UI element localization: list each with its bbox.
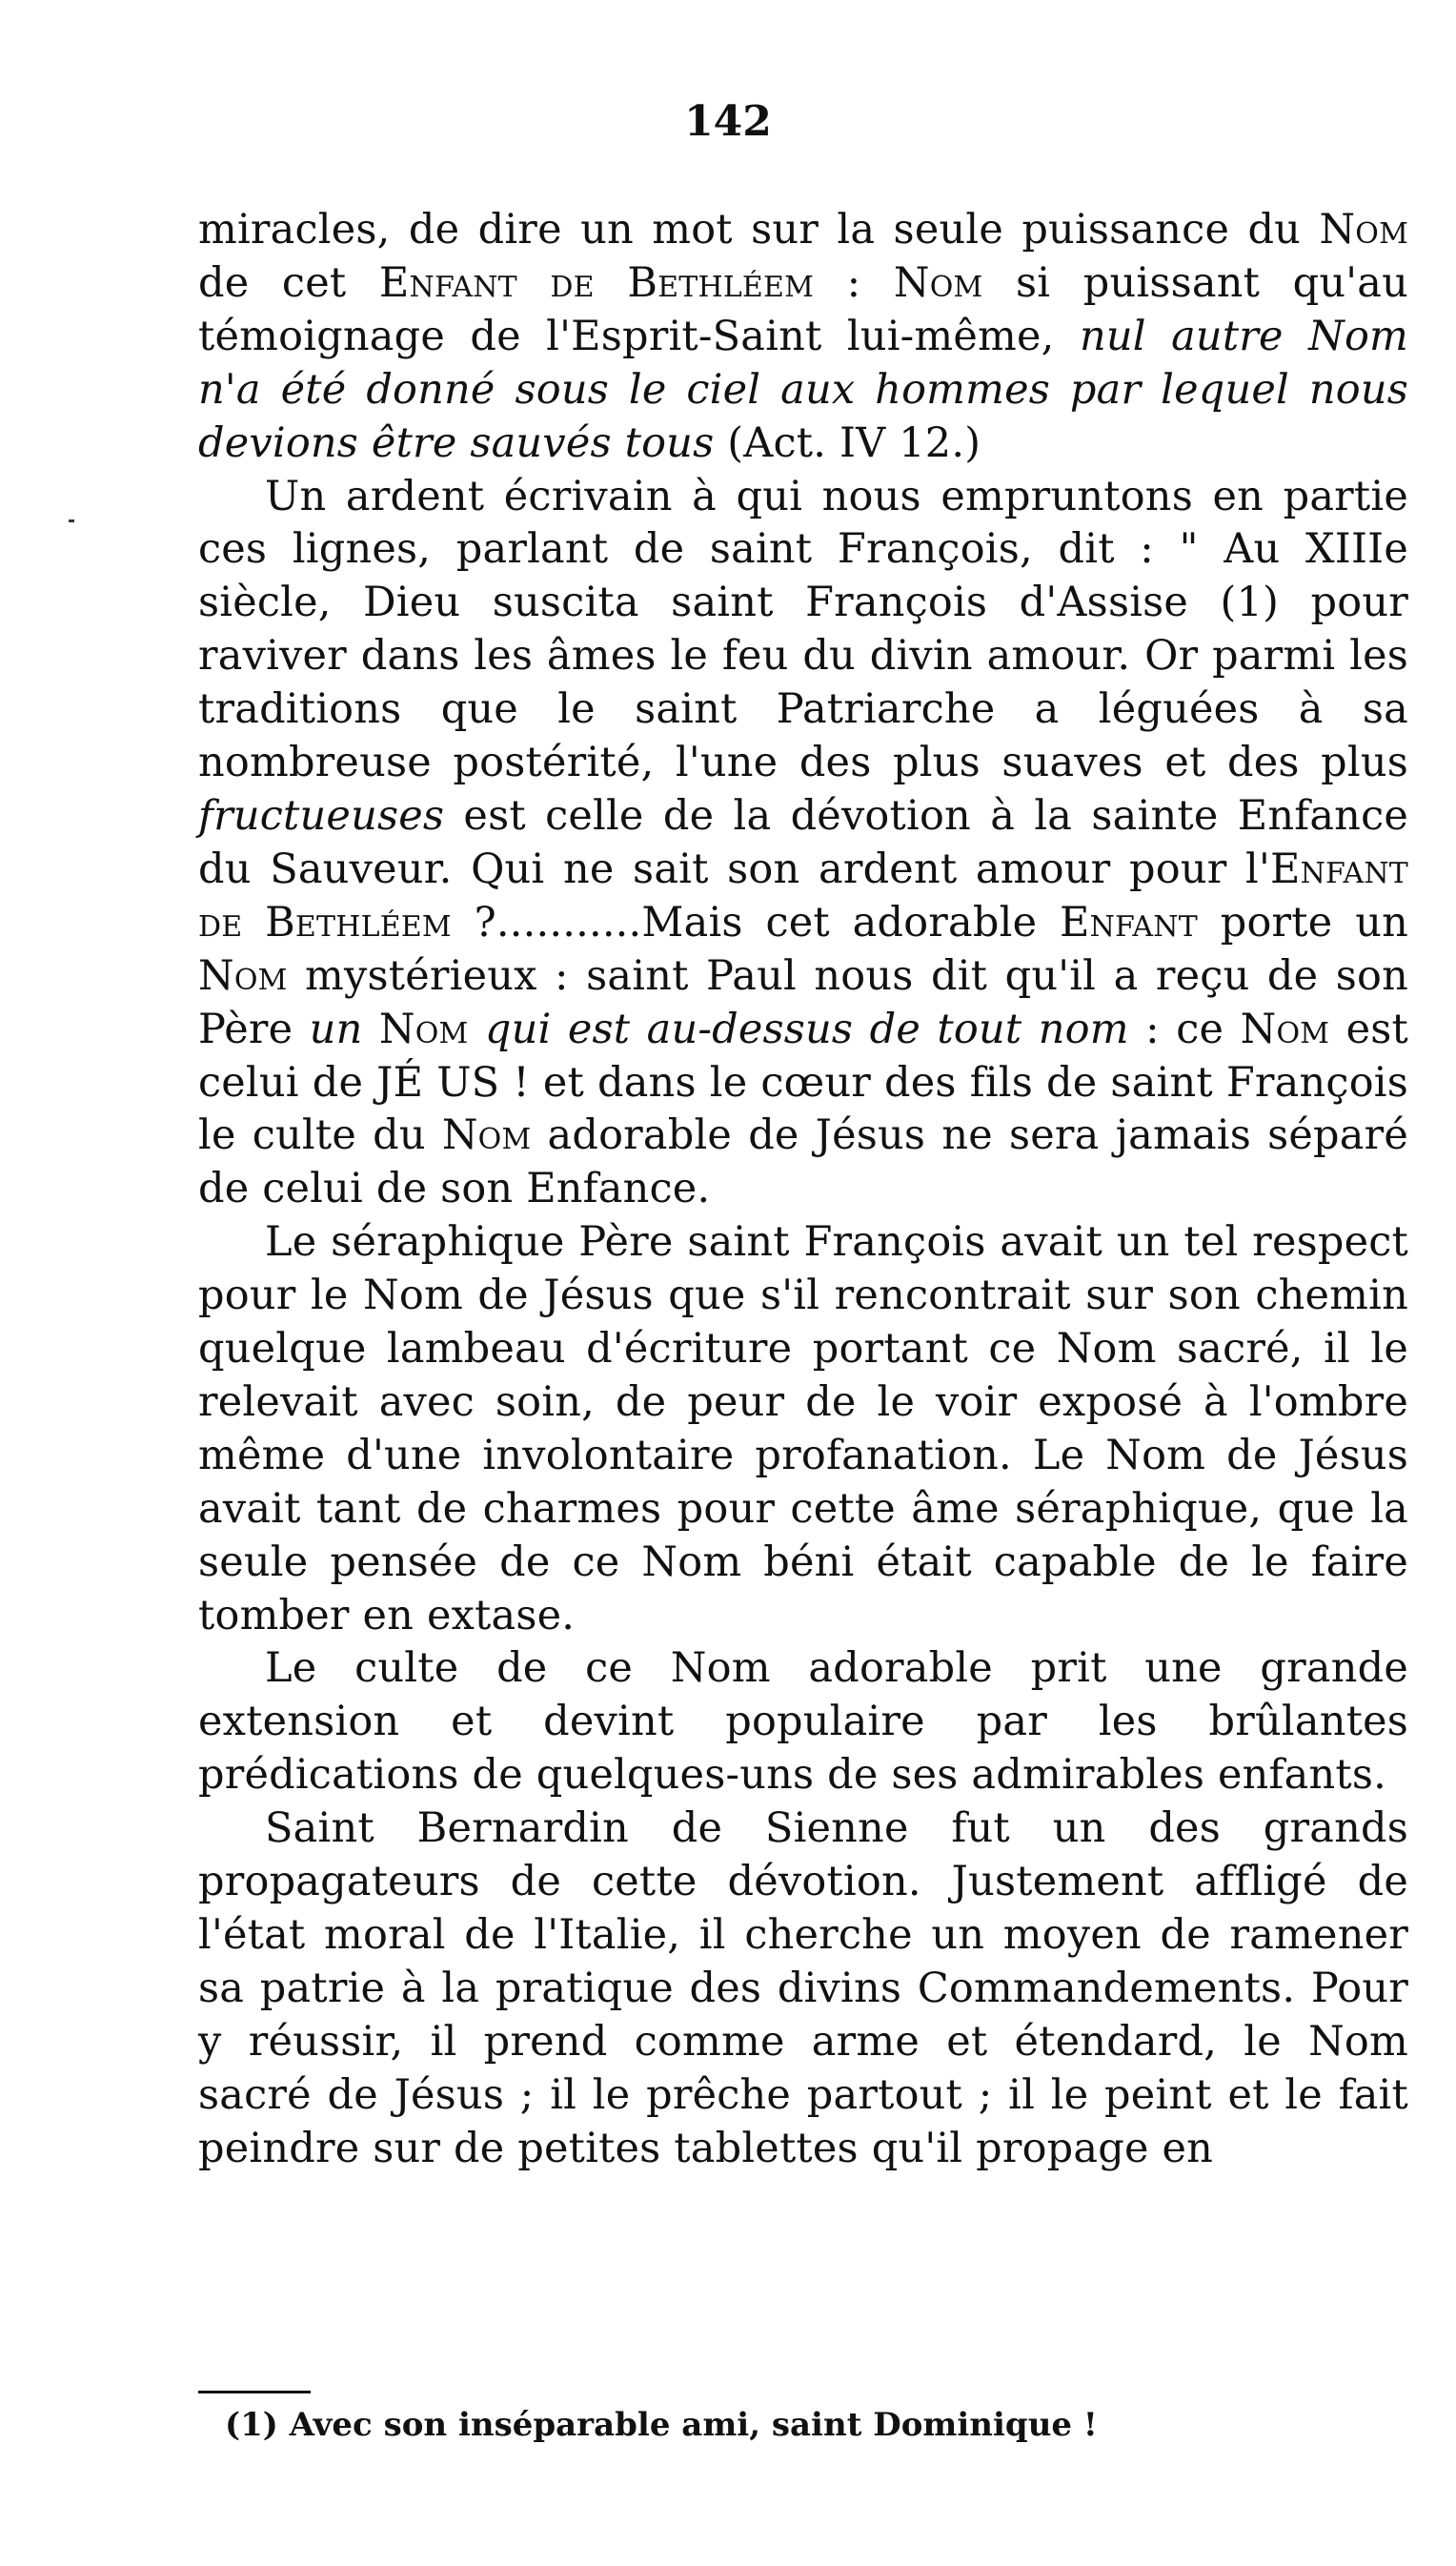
page-number: 142 — [684, 97, 772, 146]
small-caps-text: Nom — [1319, 206, 1408, 254]
text-run — [362, 1006, 378, 1053]
text-run: porte un — [1197, 898, 1408, 947]
italic-text: qui est au-dessus de tout nom — [484, 1005, 1129, 1053]
paragraph — [198, 204, 1408, 471]
text-run: Un ardent écrivain à qui nous empruntons en partie ces lignes, parlant de saint François, dit : " Au XIIIe siècle, Dieu suscita saint François d'Assise (1) pour raviver dans les âmes le feu du divin amour. Or parmi les traditions que le saint Patriarche a léguées à sa nombreuse postérité, l'une des plus suaves et des plus — [198, 472, 1408, 787]
text-run: Le séraphique Père saint François avait un tel respect pour le Nom de Jésus que s'il rencontrait sur son chemin quelque lambeau d'écriture portant ce Nom sacré, il le relevait avec soin, de peur de le voir exposé à l'ombre même d'une involontaire profanation. Le Nom de Jésus avait tant de charmes pour cette âme séraphique, que la seule pensée de ce Nom béni était capable de le faire tomber en extase. — [198, 1218, 1408, 1639]
paragraph — [198, 1802, 1408, 2175]
ink-speck — [69, 519, 74, 522]
small-caps-text: Nom — [441, 1111, 532, 1160]
small-caps-text: Nom — [893, 258, 983, 307]
italic-text: nul autre Nom n'a été donné sous le ciel aux hommes par lequel nous devions être sauvés tous — [198, 312, 1409, 467]
paragraph — [198, 1216, 1408, 1642]
small-caps-text: Nom — [378, 1005, 469, 1053]
text-run: miracles, de dire un mot sur la seule puissance du — [198, 206, 1320, 254]
small-caps-text: Nom — [198, 951, 288, 1000]
small-caps-text: Nom — [1240, 1005, 1330, 1053]
text-run — [468, 1006, 484, 1053]
italic-text: fructueuses — [198, 791, 445, 840]
text-run: de cet — [198, 258, 379, 307]
text-run: mystérieux : saint Paul nous dit qu'il a reçu de son Père — [198, 951, 1408, 1053]
text-run: : ce — [1128, 1005, 1241, 1053]
text-run: (Act. IV 12.) — [714, 418, 981, 467]
text-run: adorable de Jésus ne sera jamais séparé de celui de son Enfance. — [198, 1111, 1408, 1213]
body-text — [198, 204, 1408, 2176]
text-run: Saint Bernardin de Sienne fut un des grands propagateurs de cette dévotion. Justement affligé de l'état moral de l'Italie, il cherche un moyen de ramener sa patrie à la pratique des divins Commandements. Pour y réussir, il prend comme arme et étendard, le Nom sacré de Jésus ; il le prêche partout ; il le peint et le fait peindre sur de petites tablettes qu'il propage en — [198, 1804, 1408, 2172]
text-run: est celle de la dévotion à la sainte Enfance du Sauveur. Qui ne sait son ardent amour pour l' — [198, 791, 1408, 893]
paragraph — [198, 1642, 1408, 1802]
italic-text: un — [309, 1005, 363, 1053]
text-run: ?...........Mais cet adorable — [451, 898, 1060, 947]
text-run: si puissant qu'au témoignage de l'Esprit-Saint lui-même, — [198, 258, 1408, 360]
text-run: est celui de JÉ US ! et dans le cœur des fils de saint François le culte du — [198, 1005, 1408, 1160]
text-run: : — [814, 258, 894, 307]
small-caps-text: Enfant — [1059, 898, 1198, 947]
small-caps-text: Enfant de Bethléem — [198, 845, 1408, 947]
small-caps-text: Enfant de Bethléem — [378, 258, 815, 307]
footnote: (1) Avec son inséparable ami, saint Dominique ! — [225, 2406, 1098, 2444]
text-run: Le culte de ce Nom adorable prit une grande extension et devint populaire par les brûlantes prédications de quelques-uns de ses admirables enfants. — [198, 1644, 1408, 1800]
footnote-rule — [198, 2391, 311, 2393]
paragraph — [198, 471, 1408, 1217]
